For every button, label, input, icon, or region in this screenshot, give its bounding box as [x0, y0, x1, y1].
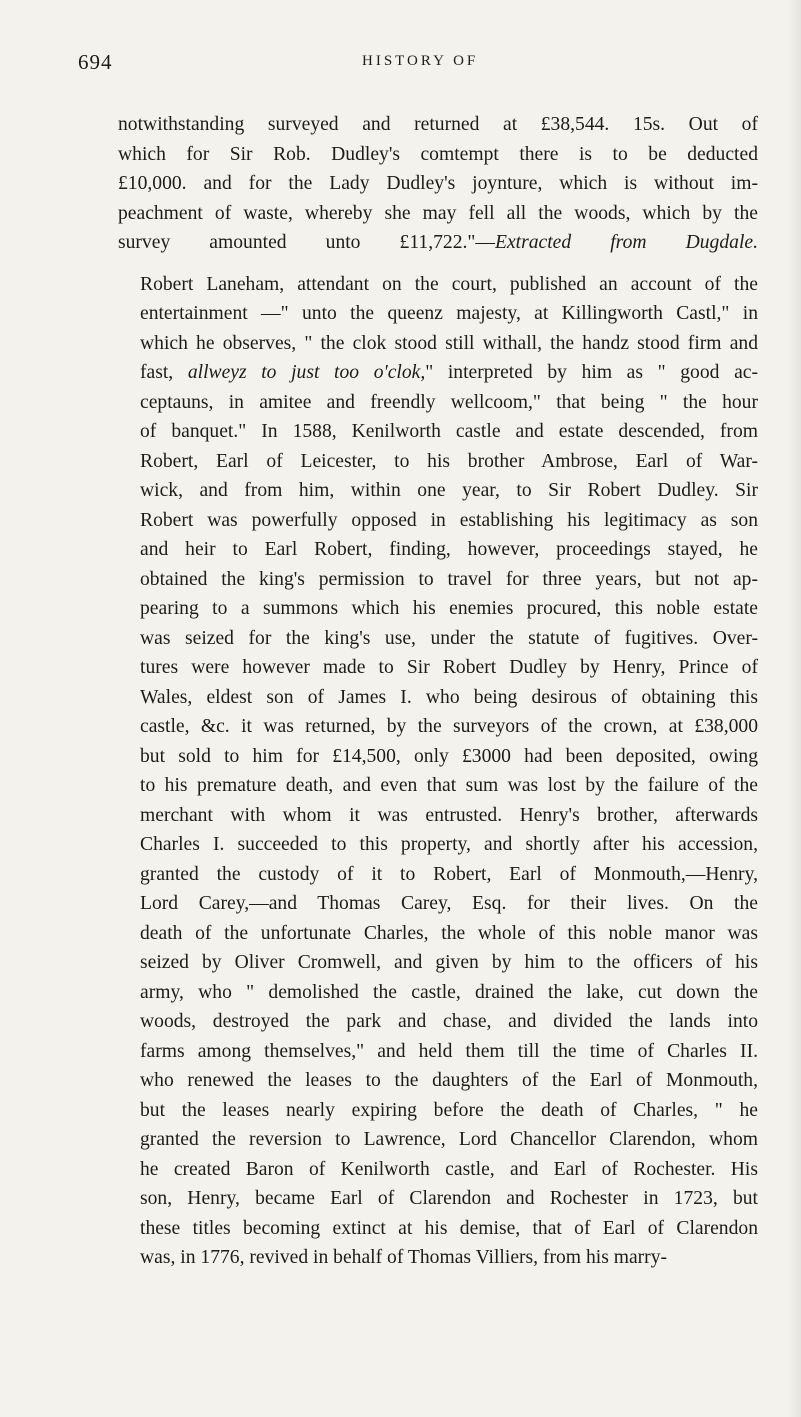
text-line: tures were however made to Sir Robert Dudley by Henry, Prince of	[140, 657, 758, 678]
text-line: but sold to him for £14,500, only £3000 had been deposited, owing	[140, 745, 758, 767]
citation-italic: Extracted from Dugdale.	[495, 232, 758, 253]
text-line: and heir to Earl Robert, finding, however, proceedings stayed, he	[140, 539, 758, 560]
text-line: was seized for the king's use, under the statute of fugitives. Over-	[140, 627, 758, 649]
paragraph-2	[118, 270, 758, 1273]
text-line: granted the reversion to Lawrence, Lord Chancellor Clarendon, whom	[140, 1129, 758, 1150]
text-line: son, Henry, became Earl of Clarendon and Rochester in 1723, but	[140, 1188, 758, 1209]
text-line: Robert Laneham, attendant on the court, published an account of the	[140, 273, 758, 295]
text-line: these titles becoming extinct at his demise, that of Earl of Clarendon	[140, 1217, 758, 1239]
text-line: entertainment —" unto the queenz majesty, at Killingworth Castl," in	[140, 303, 758, 324]
text-line: to his premature death, and even that sum was lost by the failure of the	[140, 775, 758, 796]
text-line: wick, and from him, within one year, to Sir Robert Dudley. Sir	[140, 480, 758, 501]
text-line: pearing to a summons which his enemies procured, this noble estate	[140, 598, 758, 619]
text-line: farms among themselves," and held them till the time of Charles II.	[140, 1040, 758, 1062]
text-line: seized by Oliver Cromwell, and given by him to the officers of his	[140, 952, 758, 973]
text-line: woods, destroyed the park and chase, and divided the lands into	[140, 1011, 758, 1032]
text-line	[118, 358, 758, 388]
text-line: he created Baron of Kenilworth castle, and Earl of Rochester. His	[140, 1158, 758, 1180]
text-line: ceptauns, in amitee and freendly wellcoom," that being " the hour	[140, 391, 758, 413]
text-line: merchant with whom it was entrusted. Henry's brother, afterwards	[140, 804, 758, 826]
text-line	[118, 228, 758, 258]
text-line: who renewed the leases to the daughters of the Earl of Monmouth,	[140, 1070, 758, 1091]
text-line: peachment of waste, whereby she may fell all the woods, which by the	[118, 202, 758, 224]
text-line: of banquet." In 1588, Kenilworth castle and estate descended, from	[140, 421, 758, 442]
running-head: HISTORY OF	[362, 53, 479, 69]
page-number: 694	[78, 50, 113, 74]
text-line: army, who " demolished the castle, drained the lake, cut down the	[140, 981, 758, 1003]
quote-italic: allweyz to just too o'clok,	[187, 362, 426, 383]
text-line: notwithstanding surveyed and returned at £38,544. 15s. Out of	[118, 114, 758, 135]
text-line: which for Sir Rob. Dudley's comtempt there is to be deducted	[118, 143, 758, 165]
text-line: Wales, eldest son of James I. who being desirous of obtaining this	[140, 686, 758, 708]
text-line: but the leases nearly expiring before the death of Charles, " he	[140, 1099, 758, 1121]
body-text	[118, 110, 758, 1273]
text-line: death of the unfortunate Charles, the whole of this noble manor was	[140, 922, 758, 944]
text-run: " interpreted by him as " good ac-	[425, 362, 758, 383]
page-header	[0, 50, 801, 80]
text-line: granted the custody of it to Robert, Earl of Monmouth,—Henry,	[140, 863, 758, 885]
text-run: survey amounted unto £11,722."—	[118, 232, 495, 253]
text-line: castle, &c. it was returned, by the surveyors of the crown, at £38,000	[140, 716, 758, 737]
text-line: Robert was powerfully opposed in establishing his legitimacy as son	[140, 509, 758, 531]
page-edge-shadow	[787, 0, 801, 1417]
text-line: Lord Carey,—and Thomas Carey, Esq. for their lives. On the	[140, 893, 758, 914]
text-line: was, in 1776, revived in behalf of Thomas Villiers, from his marry-	[140, 1247, 668, 1268]
text-run: fast,	[140, 362, 188, 383]
text-line: which he observes, " the clok stood still withall, the handz stood firm and	[140, 332, 758, 354]
text-line: Charles I. succeeded to this property, and shortly after his accession,	[140, 834, 758, 855]
text-line: obtained the king's permission to travel for three years, but not ap-	[140, 568, 758, 590]
text-line: £10,000. and for the Lady Dudley's joynture, which is without im-	[118, 173, 758, 194]
paragraph-1	[118, 110, 758, 258]
text-line: Robert, Earl of Leicester, to his brother Ambrose, Earl of War-	[140, 450, 758, 472]
